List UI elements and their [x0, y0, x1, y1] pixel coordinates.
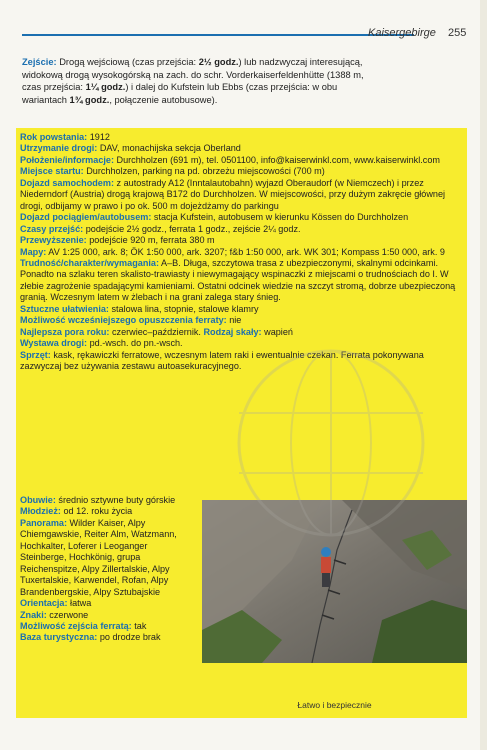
detail-value: nie — [226, 315, 242, 326]
descent-text: ) i dalej do Kufstein lub Ebbs (czas przejścia: w obu wariantach — [22, 82, 338, 105]
descent-time: 1¾ godz. — [69, 94, 110, 105]
detail-label: Orientacja: — [20, 598, 68, 609]
detail-value: od 12. roku życia — [60, 506, 133, 517]
detail-value: łatwa — [67, 598, 92, 609]
detail-value: kask, rękawiczki ferratowe, wczesnym latem raki i ewentualnie czekan. Ferrata pokonywana zazwyczaj bez używania zestawu autoasekuracyjnego. — [20, 349, 424, 372]
detail-label: Położenie/informacje: — [20, 154, 114, 165]
detail-value: średnio sztywne buty górskie — [55, 495, 176, 505]
detail-row — [20, 518, 188, 598]
climbing-photo-image — [202, 500, 467, 663]
detail-value: Durchholzen (691 m), tel. 0501100, info@kaiserwinkl.com, www.kaiserwinkl.com — [114, 154, 440, 165]
detail-label: Czasy przejść: — [20, 223, 84, 234]
detail-value: stalowa lina, stopnie, stalowe klamry — [108, 303, 259, 314]
detail-label: Przewyższenie: — [20, 235, 87, 246]
descent-text: , połączenie autobusowe). — [109, 94, 218, 105]
detail-value: AV 1:25 000, ark. 8; ÖK 1:50 000, ark. 3207; f&b 1:50 000, ark. WK 301; Kompass 1:50 000, ark. 9 — [46, 246, 445, 257]
detail-row — [20, 338, 463, 349]
detail-row — [20, 155, 463, 166]
header-rule — [22, 34, 414, 36]
detail-label: Znaki: — [20, 609, 47, 620]
detail-row — [20, 632, 188, 643]
page-number: 255 — [448, 27, 467, 39]
detail-label: Panorama: — [20, 517, 68, 528]
detail-row — [20, 327, 463, 338]
detail-value: DAV, monachijska sekcja Oberland — [97, 143, 241, 154]
detail-row — [20, 350, 463, 373]
detail-label: Sprzęt: — [20, 349, 51, 360]
detail-value: z autostrady A12 (Inntalautobahn) wyjazd Oberaudorf (w Niemczech) i przez Niederndorf (Austria) drogą krajową B172 do Durchholzen. W miejscowości, przy dużym zakręcie głównej drogi, odbijamy w prawo i po ok. 500 m dojeżdżamy do parkingu — [20, 177, 446, 211]
detail-row — [20, 506, 188, 517]
descent-label: Zejście: — [22, 57, 57, 67]
detail-label: Rodzaj skały: — [203, 326, 262, 337]
detail-value: stacja Kufstein, autobusem w kierunku Kössen do Durchholzen — [151, 212, 409, 223]
detail-value: Durchholzen, parking na pd. obrzeżu miejscowości (700 m) — [83, 166, 325, 177]
detail-label: Trudność/charakter/wymagania: — [20, 257, 159, 268]
detail-label: Sztuczne ułatwienia: — [20, 303, 109, 314]
detail-row — [20, 598, 188, 609]
climbing-photo — [202, 500, 467, 663]
detail-value: czerwone — [46, 609, 89, 620]
detail-label: Najlepsza pora roku: — [20, 326, 110, 337]
detail-row — [20, 304, 463, 315]
detail-row — [20, 224, 463, 235]
detail-value: wapień — [261, 326, 293, 337]
detail-label: Rok powstania: — [20, 132, 88, 142]
detail-label: Mapy: — [20, 246, 47, 257]
detail-value: podejście 2½ godz., ferrata 1 godz., zejście 2¼ godz. — [83, 223, 301, 234]
detail-value: pd.-wsch. do pn.-wsch. — [87, 338, 183, 349]
page-edge — [480, 0, 487, 750]
detail-label: Dojazd samochodem: — [20, 177, 114, 188]
detail-value: tak — [131, 620, 147, 631]
detail-label: Utrzymanie drogi: — [20, 143, 98, 154]
detail-value: 1912 — [87, 132, 110, 142]
detail-row — [20, 235, 463, 246]
route-details-column — [20, 495, 188, 644]
detail-row — [20, 178, 463, 212]
running-head: Kaisergebirge — [368, 27, 436, 39]
detail-label: Młodzież: — [20, 506, 61, 517]
detail-row — [20, 212, 463, 223]
detail-value: czerwiec–październik. — [109, 326, 204, 337]
detail-row — [20, 166, 463, 177]
photo-caption: Łatwo i bezpiecznie — [297, 700, 372, 710]
detail-row — [20, 132, 463, 143]
detail-value: podejście 920 m, ferrata 380 m — [86, 235, 215, 246]
detail-label: Dojazd pociągiem/autobusem: — [20, 212, 152, 223]
detail-value: A–B. Długa, szczytowa trasa z ubezpieczonymi, skalnymi odcinkami. Ponadto na szlaku teren skalisto-trawiasty i niewymagający wspinaczki z miejscami o trudnościach do I. W złebie zagrożenie spadającymi kamieniami. Ostatni odcinek wiedzie na szczyt stromą, dobrze ubezpieczoną granią. Wczesnym latem w żlebach i na grani zalega stary śnieg. — [20, 257, 456, 303]
detail-label: Możliwość wcześniejszego opuszczenia ferraty: — [20, 315, 227, 326]
descent-paragraph — [22, 56, 374, 106]
descent-text: ) lub nadzwyczaj interesującą, widokową drogą wysokogórską na zach. do schr. Vorderkaiserfeldenhütte (1388 m, czas przejścia: — [22, 57, 364, 92]
detail-row — [20, 610, 188, 621]
detail-value: po drodze brak — [97, 632, 161, 643]
detail-label: Możliwość zejścia ferratą: — [20, 620, 132, 631]
route-info-box — [16, 128, 467, 718]
detail-row — [20, 247, 463, 258]
detail-row — [20, 621, 188, 632]
detail-value: Wilder Kaiser, Alpy Chiemgawskie, Reiter Alm, Watzmann, Hochkalter, Loferer i Leoganger Steinberge, Hochkönig, grupa Reichenspitze, Alpy Zillertalskie, Alpy Tuxertalskie, Karwendel, Rofan, Alpy Brandenbergskie, Alpy Sztubajskie — [20, 517, 177, 597]
detail-row — [20, 258, 463, 304]
detail-label: Wystawa drogi: — [20, 338, 88, 349]
descent-time: 1¼ godz. — [85, 82, 126, 92]
detail-label: Miejsce startu: — [20, 166, 84, 177]
detail-row — [20, 143, 463, 154]
descent-text: Drogą wejściową (czas przejścia: — [56, 57, 199, 67]
detail-row — [20, 315, 463, 326]
route-details — [20, 132, 463, 373]
detail-label: Baza turystyczna: — [20, 632, 98, 643]
descent-time: 2½ godz. — [198, 57, 239, 67]
detail-row — [20, 495, 188, 506]
detail-label: Obuwie: — [20, 495, 56, 505]
